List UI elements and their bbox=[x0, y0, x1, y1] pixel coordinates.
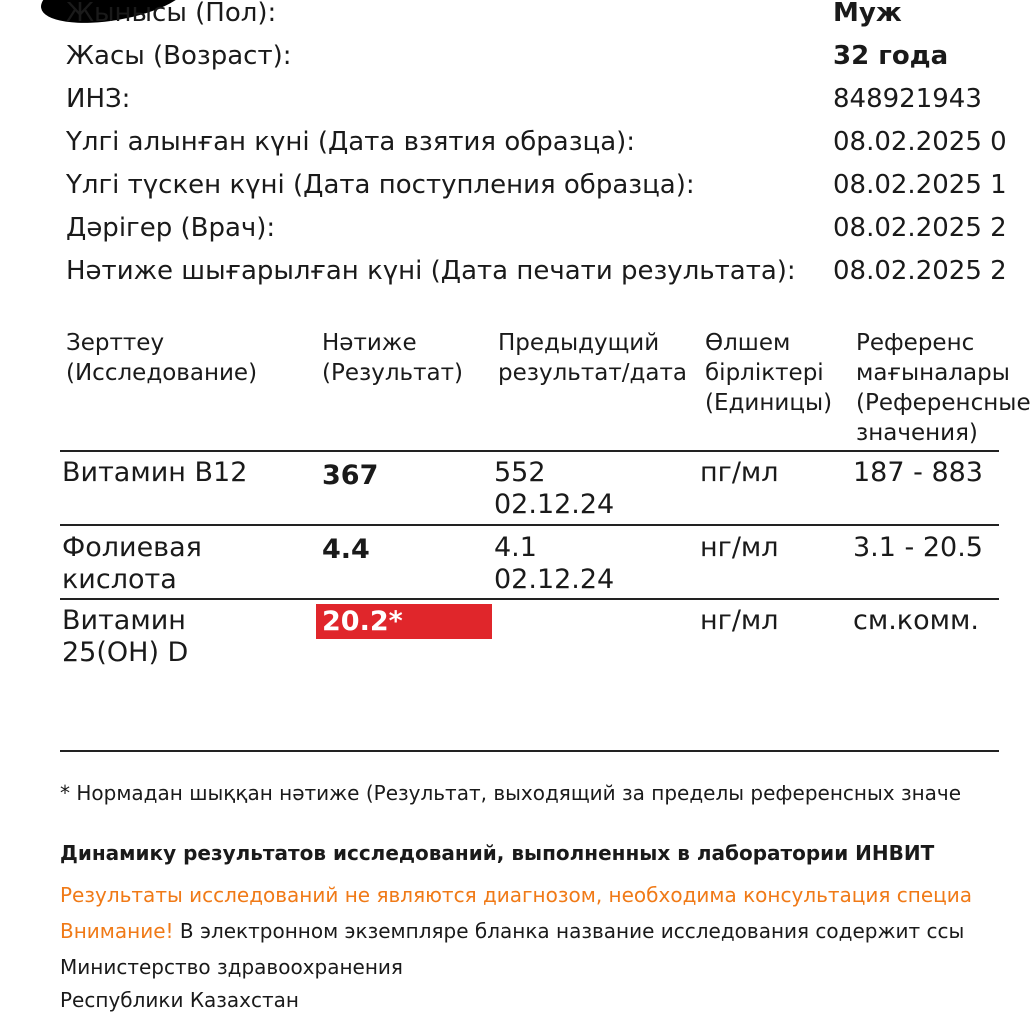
info-label-print-date: Нәтиже шығарылған күні (Дата печати результата): bbox=[66, 256, 796, 286]
header-reference: Референс мағыналары (Референсные значения) bbox=[856, 330, 1031, 446]
dynamics-title: Динамику результатов исследований, выполненных в лаборатории ИНВИТ bbox=[60, 841, 935, 865]
footnote: * Нормадан шыққан нәтиже (Результат, выходящий за пределы референсных значе bbox=[60, 781, 962, 805]
attention-text: В электронном экземпляре бланка название исследования содержит ссы bbox=[173, 919, 965, 943]
row-test-name: Фолиевая кислота bbox=[62, 532, 202, 595]
row-previous: 552 02.12.24 bbox=[494, 457, 615, 520]
row-reference: см.комм. bbox=[853, 605, 979, 636]
table-divider bbox=[60, 524, 999, 526]
row-test-name: Витамин B12 bbox=[62, 457, 248, 488]
header-result: Нәтиже (Результат) bbox=[322, 330, 463, 386]
attention-line bbox=[60, 919, 964, 943]
header-previous: Предыдущий результат/дата bbox=[498, 330, 687, 386]
info-label-age: Жасы (Возраст): bbox=[66, 41, 292, 71]
table-bottom-divider bbox=[60, 750, 999, 752]
row-test-name: Витамин 25(OH) D bbox=[62, 605, 189, 668]
row-result: 4.4 bbox=[322, 534, 370, 565]
row-result-flagged: 20.2* bbox=[316, 604, 492, 639]
ministry-line-2: Республики Казахстан bbox=[60, 988, 299, 1012]
info-value-sample-received: 08.02.2025 1 bbox=[833, 170, 1007, 200]
info-value-sex: Муж bbox=[833, 0, 902, 28]
row-previous: 4.1 02.12.24 bbox=[494, 532, 615, 595]
info-label-inz: ИНЗ: bbox=[66, 84, 131, 114]
header-study: Зерттеу (Исследование) bbox=[66, 330, 258, 386]
row-reference: 3.1 - 20.5 bbox=[853, 532, 983, 563]
info-label-sex: Жынысы (Пол): bbox=[66, 0, 277, 28]
info-value-doctor: 08.02.2025 2 bbox=[833, 213, 1007, 243]
row-units: пг/мл bbox=[700, 457, 779, 488]
attention-label: Внимание! bbox=[60, 919, 174, 943]
info-value-age: 32 года bbox=[833, 41, 949, 71]
info-label-sample-received: Үлгі түскен күні (Дата поступления образца): bbox=[66, 170, 695, 200]
row-result: 367 bbox=[322, 460, 379, 491]
table-divider bbox=[60, 450, 999, 452]
warning-text: Результаты исследований не являются диагнозом, необходима консультация специа bbox=[60, 883, 973, 907]
info-value-inz: 848921943 bbox=[833, 84, 982, 114]
info-label-doctor: Дәрігер (Врач): bbox=[66, 213, 276, 243]
row-reference: 187 - 883 bbox=[853, 457, 983, 488]
table-divider bbox=[60, 598, 999, 600]
row-units: нг/мл bbox=[700, 605, 779, 636]
ministry-line-1: Министерство здравоохранения bbox=[60, 955, 403, 979]
info-value-print-date: 08.02.2025 2 bbox=[833, 256, 1007, 286]
info-value-sample-taken: 08.02.2025 0 bbox=[833, 127, 1007, 157]
row-units: нг/мл bbox=[700, 532, 779, 563]
header-units: Өлшем бірліктері (Единицы) bbox=[705, 330, 833, 416]
info-label-sample-taken: Үлгі алынған күні (Дата взятия образца): bbox=[66, 127, 636, 157]
